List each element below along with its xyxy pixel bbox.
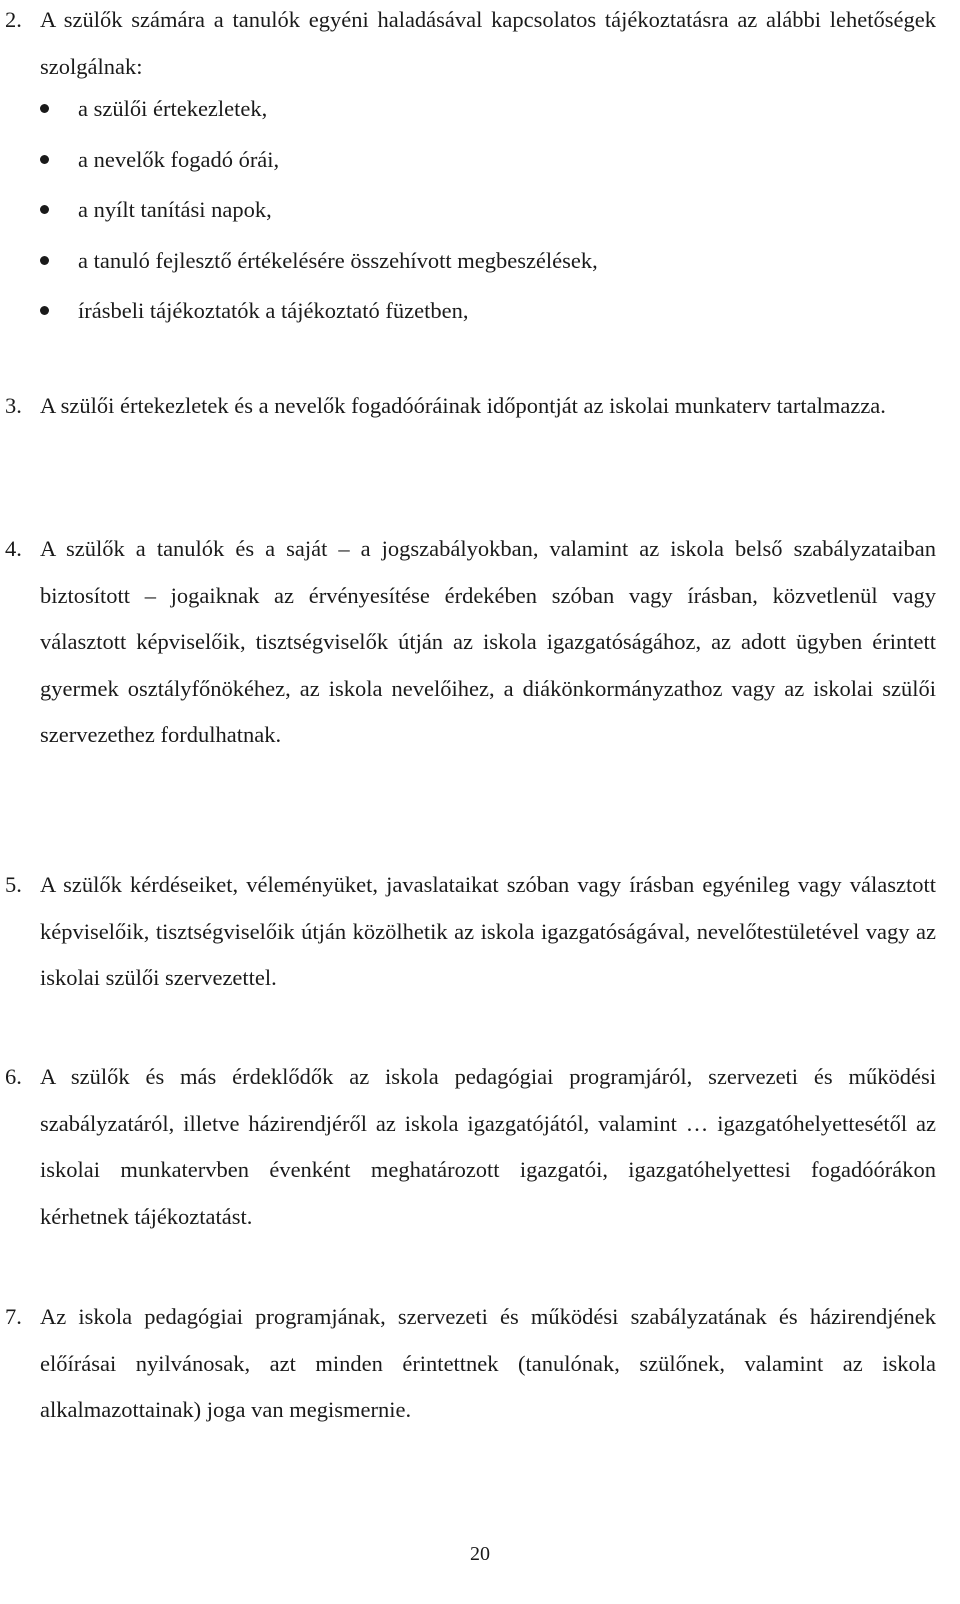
- bullet-icon: [40, 155, 49, 164]
- paragraph-5-text: A szülők kérdéseiket, véleményüket, javaslataikat szóban vagy írásban egyénileg vagy választott képviselőik, tisztségviselőik útján közölhetik az iskola igazgatóságával, nevelőtestületével vagy az iskolai szülői szervezettel.: [40, 872, 936, 991]
- list-item-text: a tanuló fejlesztő értékelésére összehívott megbeszélések,: [78, 247, 598, 273]
- paragraph-3: [5, 383, 936, 430]
- paragraph-4-number: 4.: [5, 536, 22, 561]
- list-item: [40, 137, 920, 188]
- list-item-text: a szülői értekezletek,: [78, 96, 268, 121]
- paragraph-5: [5, 862, 936, 1002]
- paragraph-4-text: A szülők a tanulók és a saját – a jogszabályokban, valamint az iskola belső szabályzataiban biztosított – jogaiknak az érvényesítése érdekében szóban vagy írásban, közvetlenül vagy választott képviselőik, tisztségviselők útján az iskola igazgatóságához, az adott ügyben érintett gyermek osztályfőnökéhez, az iskola nevelőihez, a diákönkormányzathoz vagy az iskolai szülői szervezethez fordulhatnak.: [40, 536, 936, 748]
- paragraph-6-text: A szülők és más érdeklődők az iskola pedagógiai programjáról, szervezeti és működési szabályzatáról, illetve házirendjéről az iskola igazgatójától, valamint … igazgatóhelyettesétől az iskolai munkatervben évenként meghatározott igazgatói, igazgatóhelyettesi fogadóórákon kérhetnek tájékoztatást.: [40, 1064, 936, 1229]
- paragraph-6-number: 6.: [5, 1064, 22, 1089]
- bullet-icon: [40, 205, 49, 214]
- bullet-list: [40, 86, 920, 339]
- list-item-text: a nevelők fogadó órái,: [78, 146, 280, 172]
- list-item: [40, 187, 920, 238]
- paragraph-3-number: 3.: [5, 393, 22, 418]
- page-number: 20: [470, 1543, 490, 1565]
- list-item-text: írásbeli tájékoztatók a tájékoztató füzetben,: [78, 298, 469, 324]
- bullet-icon: [40, 306, 49, 315]
- paragraph-2: [5, 0, 936, 90]
- paragraph-3-text: A szülői értekezletek és a nevelők fogadóóráinak időpontját az iskolai munkaterv tartalmazza.: [40, 393, 886, 418]
- paragraph-5-number: 5.: [5, 872, 22, 897]
- list-item: [40, 238, 920, 289]
- paragraph-7: [5, 1294, 936, 1434]
- paragraph-4: [5, 526, 936, 759]
- paragraph-2-number: 2.: [5, 7, 22, 32]
- paragraph-7-number: 7.: [5, 1304, 22, 1329]
- bullet-icon: [40, 104, 49, 113]
- list-item: [40, 86, 920, 137]
- list-item-text: a nyílt tanítási napok,: [78, 197, 272, 223]
- paragraph-2-text: A szülők számára a tanulók egyéni haladásával kapcsolatos tájékoztatásra az alábbi lehetőségek szolgálnak:: [40, 7, 936, 79]
- list-item: [40, 288, 920, 339]
- paragraph-6: [5, 1054, 936, 1240]
- paragraph-7-text: Az iskola pedagógiai programjának, szervezeti és működési szabályzatának és házirendjének előírásai nyilvánosak, azt minden érintettnek (tanulónak, szülőnek, valamint az iskola alkalmazottainak) joga van megismernie.: [40, 1304, 936, 1423]
- bullet-icon: [40, 256, 49, 265]
